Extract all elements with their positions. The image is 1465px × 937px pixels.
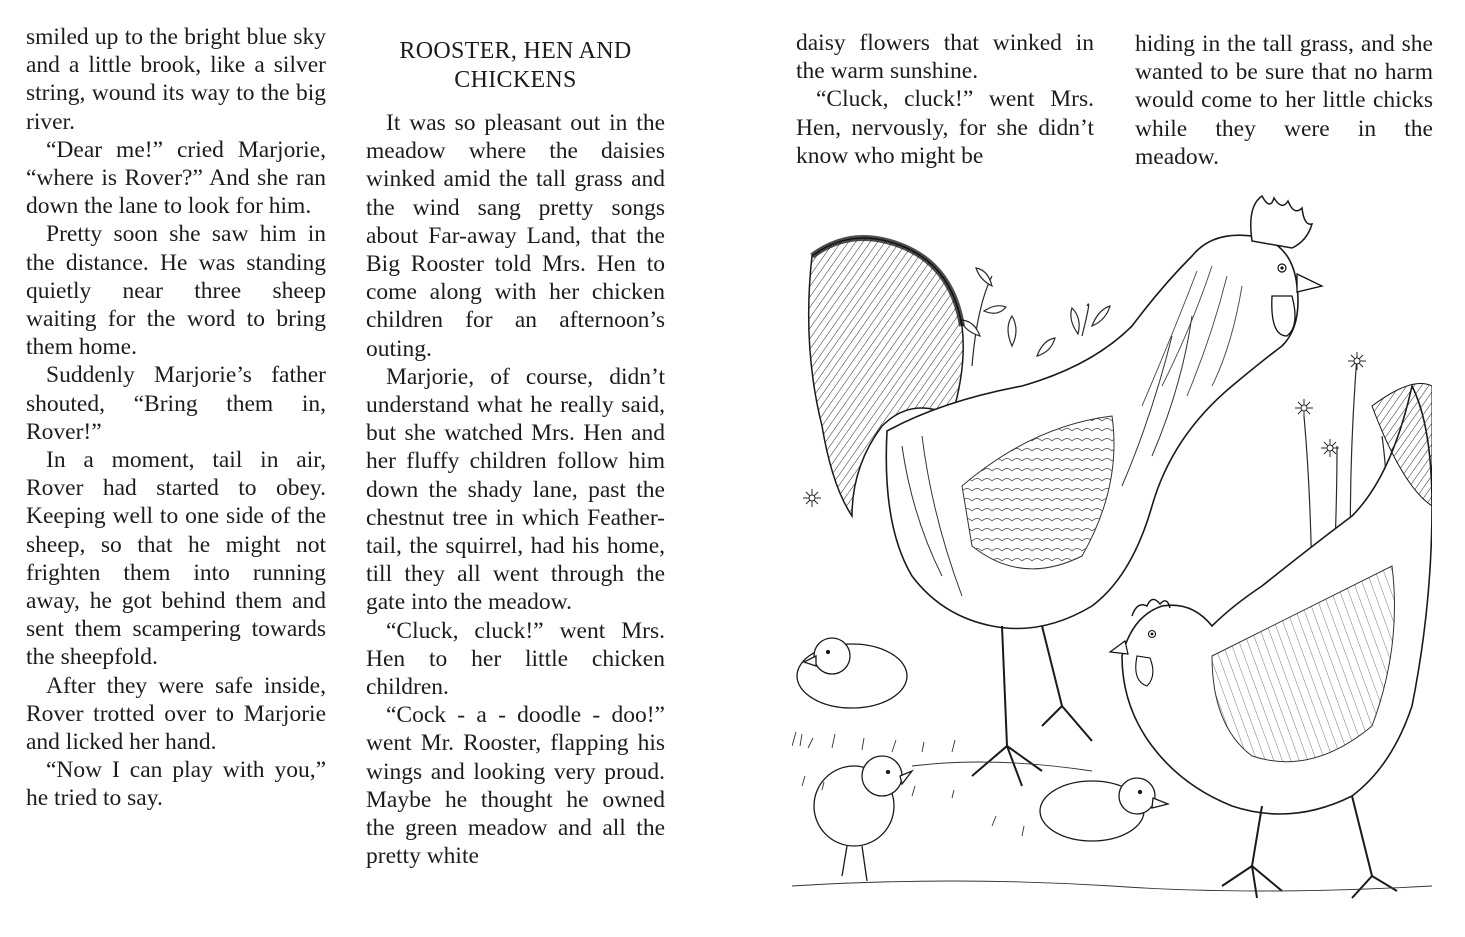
- paragraph: “Cluck, cluck!” went Mrs. Hen, nervously, for she didn’t know who might be: [796, 86, 1094, 169]
- paragraph: “Dear me!” cried Marjorie, “where is Rover?” And she ran down the lane to look for him.: [26, 136, 326, 220]
- paragraph: In a moment, tail in air, Rover had started to obey. Keeping well to one side of the sheep, so that he might not frighten them into running away, he got behind them and sent them scampering towards the sheepfold.: [26, 447, 326, 671]
- paragraph: Suddenly Marjorie’s father shouted, “Bring them in, Rover!”: [26, 362, 326, 445]
- paragraph: “Cock - a - doodle - doo!” went Mr. Rooster, flapping his wings and looking very proud. Maybe he thought he owned the green meadow and all the pretty white: [366, 702, 665, 870]
- chick: [797, 638, 907, 708]
- chick: [814, 756, 912, 881]
- rooster-comb: [1251, 196, 1312, 248]
- rooster-hen-chicks-illustration: [792, 186, 1432, 908]
- paragraph: smiled up to the bright blue sky and a little brook, like a silver string, wound its way to the big river.: [26, 24, 326, 135]
- paragraph: daisy flowers that winked in the warm sunshine.: [796, 30, 1094, 85]
- chick: [1040, 778, 1168, 841]
- paragraph: Pretty soon she saw him in the distance. He was standing quietly near three sheep waiting for the word to bring them home.: [26, 221, 326, 361]
- story-title-line-1: ROOSTER, HEN AND: [399, 38, 632, 64]
- paragraph: “Now I can play with you,” he tried to say.: [26, 757, 326, 812]
- paragraph: “Cluck, cluck!” went Mrs. Hen to her little chicken children.: [366, 617, 665, 701]
- right-page-column-1: [796, 29, 1094, 170]
- paragraph: After they were safe inside, Rover trotted over to Marjorie and licked her hand.: [26, 672, 326, 756]
- right-page-column-2: [1135, 30, 1433, 171]
- paragraph: Marjorie, of course, didn’t understand what he really said, but she watched Mrs. Hen and her fluffy children follow him down the shady lane, past the chestnut tree in which Feather-tail, the squirrel, had his home, till they all went through the gate into the meadow.: [366, 363, 665, 616]
- paragraph: hiding in the tall grass, and she wanted to be sure that no harm would come to her little chicks while they were in the meadow.: [1135, 31, 1433, 170]
- story-title-line-2: CHICKENS: [454, 67, 577, 93]
- story-title: [366, 37, 665, 95]
- hen-beak: [1110, 641, 1128, 654]
- rooster-beak: [1297, 274, 1322, 292]
- paragraph: It was so pleasant out in the meadow where the daisies winked amid the tall grass and the wind sang pretty songs about Far-away Land, that the Big Rooster told Mrs. Hen to come along with her chicken children for an afternoon’s outing.: [366, 110, 665, 362]
- left-page-column-2: [366, 37, 665, 870]
- left-page-column-1: [26, 23, 326, 813]
